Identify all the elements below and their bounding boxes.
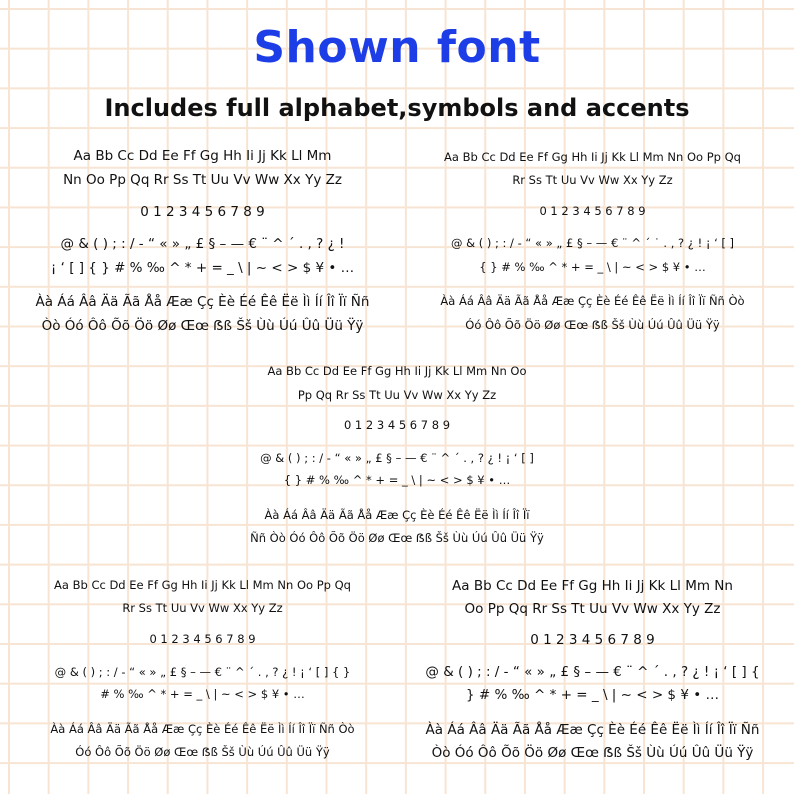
alphabet-line-2: Nn Oo Pp Qq Rr Ss Tt Uu Vv Ww Xx Yy Zz: [63, 172, 342, 188]
symbols-line-1: @ & ( ) ; : / - “ « » „ £ § – — € ¨ ^ ´ . , ? ¿ ! ¡ ‘ [ ] { }: [54, 665, 351, 679]
symbols-line-2: ¡ ‘ [ ] { } # % ‰ ^ * + = _ \ | ~ < > $ ¥ • …: [50, 260, 355, 276]
numbers-line: 0 1 2 3 4 5 6 7 8 9: [140, 204, 265, 220]
accents-line-2: Òò Óó Ôô Õõ Öö Øø Œœ ẞß Šš Ùù Úú Ûû Üü Ÿÿ: [431, 745, 754, 761]
page-subtitle: Includes full alphabet,symbols and accents: [104, 94, 690, 122]
accents-line-1: Àà Áá Ââ Ää Ãã Åå Ææ Çç Èè Éé Êê Ëë Ìì Íí Îî Ïï Ññ: [425, 722, 760, 738]
accents-line-2: Ññ Òò Óó Ôô Õõ Öö Øø Œœ ẞß Šš Ùù Úú Ûû Üü Ÿÿ: [250, 531, 544, 545]
symbols-line-1: @ & ( ) ; : / - “ « » „ £ § – — € ¨ ^ ´ . , ? ¿ ! ¡ ‘ [ ] {: [425, 664, 760, 680]
numbers-line: 0 1 2 3 4 5 6 7 8 9: [149, 632, 256, 646]
alphabet-line-1: Aa Bb Cc Dd Ee Ff Gg Hh Ii Jj Kk Ll Mm Nn: [452, 578, 733, 594]
alphabet-line-1: Aa Bb Cc Dd Ee Ff Gg Hh Ii Jj Kk Ll Mm Nn Oo: [267, 364, 527, 378]
symbols-line-2: { } # % ‰ ^ * + = _ \ | ~ < > $ ¥ • …: [283, 473, 511, 487]
alphabet-line-2: Pp Qq Rr Ss Tt Uu Vv Ww Xx Yy Zz: [297, 388, 497, 402]
accents-line-1: Àà Áá Ââ Ää Ãã Åå Ææ Çç Èè Éé Êê Ëë Ìì Íí Îî Ïï Ññ Òò: [440, 294, 745, 308]
symbols-line-2: } # % ‰ ^ * + = _ \ | ~ < > $ ¥ • …: [466, 687, 719, 703]
accents-line-1: Àà Áá Ââ Ää Ãã Åå Ææ Çç Èè Éé Êê Ëë Ìì Íí Îî Ïï Ññ Òò: [50, 722, 355, 736]
symbols-line-1: @ & ( ) ; : / - “ « » „ £ § – — € ¨ ^ ´ ˙ . , ? ¿ ! ¡ ‘ [ ]: [450, 236, 735, 250]
symbols-line-1: @ & ( ) ; : / - “ « » „ £ § – — € ¨ ^ ´ . , ? ¿ ! ¡ ‘ [ ]: [260, 451, 534, 465]
alphabet-line-1: Aa Bb Cc Dd Ee Ff Gg Hh Ii Jj Kk Ll Mm Nn Oo Pp Qq: [444, 150, 741, 164]
accents-line-1: Àà Áá Ââ Ää Ãã Åå Ææ Çç Èè Éé Êê Ëë Ìì Íí Îî Ïï Ññ: [35, 294, 370, 310]
symbols-line-2: # % ‰ ^ * + = _ \ | ~ < > $ ¥ • …: [100, 687, 305, 701]
accents-line-2: Òò Óó Ôô Õõ Öö Øø Œœ ẞß Šš Ùù Úú Ûû Üü Ÿÿ: [41, 318, 364, 334]
alphabet-line-2: Rr Ss Tt Uu Vv Ww Xx Yy Zz: [122, 601, 283, 615]
numbers-line: 0 1 2 3 4 5 6 7 8 9: [530, 632, 655, 648]
alphabet-line-2: Oo Pp Qq Rr Ss Tt Uu Vv Ww Xx Yy Zz: [464, 601, 721, 617]
symbols-line-1: @ & ( ) ; : / - “ « » „ £ § – — € ¨ ^ ´ . , ? ¿ !: [60, 236, 345, 252]
alphabet-line-1: Aa Bb Cc Dd Ee Ff Gg Hh Ii Jj Kk Ll Mm: [73, 148, 332, 164]
accents-line-2: Óó Ôô Õõ Öö Øø Œœ ẞß Šš Ùù Úú Ûû Üü Ÿÿ: [75, 745, 330, 759]
page-title: Shown font: [253, 22, 541, 73]
accents-line-1: Àà Áá Ââ Ää Ãã Åå Ææ Çç Èè Éé Êê Ëë Ìì Íí Îî Ïï: [264, 508, 530, 522]
alphabet-line-2: Rr Ss Tt Uu Vv Ww Xx Yy Zz: [512, 173, 673, 187]
symbols-line-2: { } # % ‰ ^ * + = _ \ | ~ < > $ ¥ • …: [479, 260, 706, 274]
accents-line-2: Óó Ôô Õõ Öö Øø Œœ ẞß Šš Ùù Úú Ûû Üü Ÿÿ: [465, 318, 720, 332]
numbers-line: 0 1 2 3 4 5 6 7 8 9: [343, 418, 451, 432]
alphabet-line-1: Aa Bb Cc Dd Ee Ff Gg Hh Ii Jj Kk Ll Mm Nn Oo Pp Qq: [54, 578, 351, 592]
numbers-line: 0 1 2 3 4 5 6 7 8 9: [539, 204, 646, 218]
